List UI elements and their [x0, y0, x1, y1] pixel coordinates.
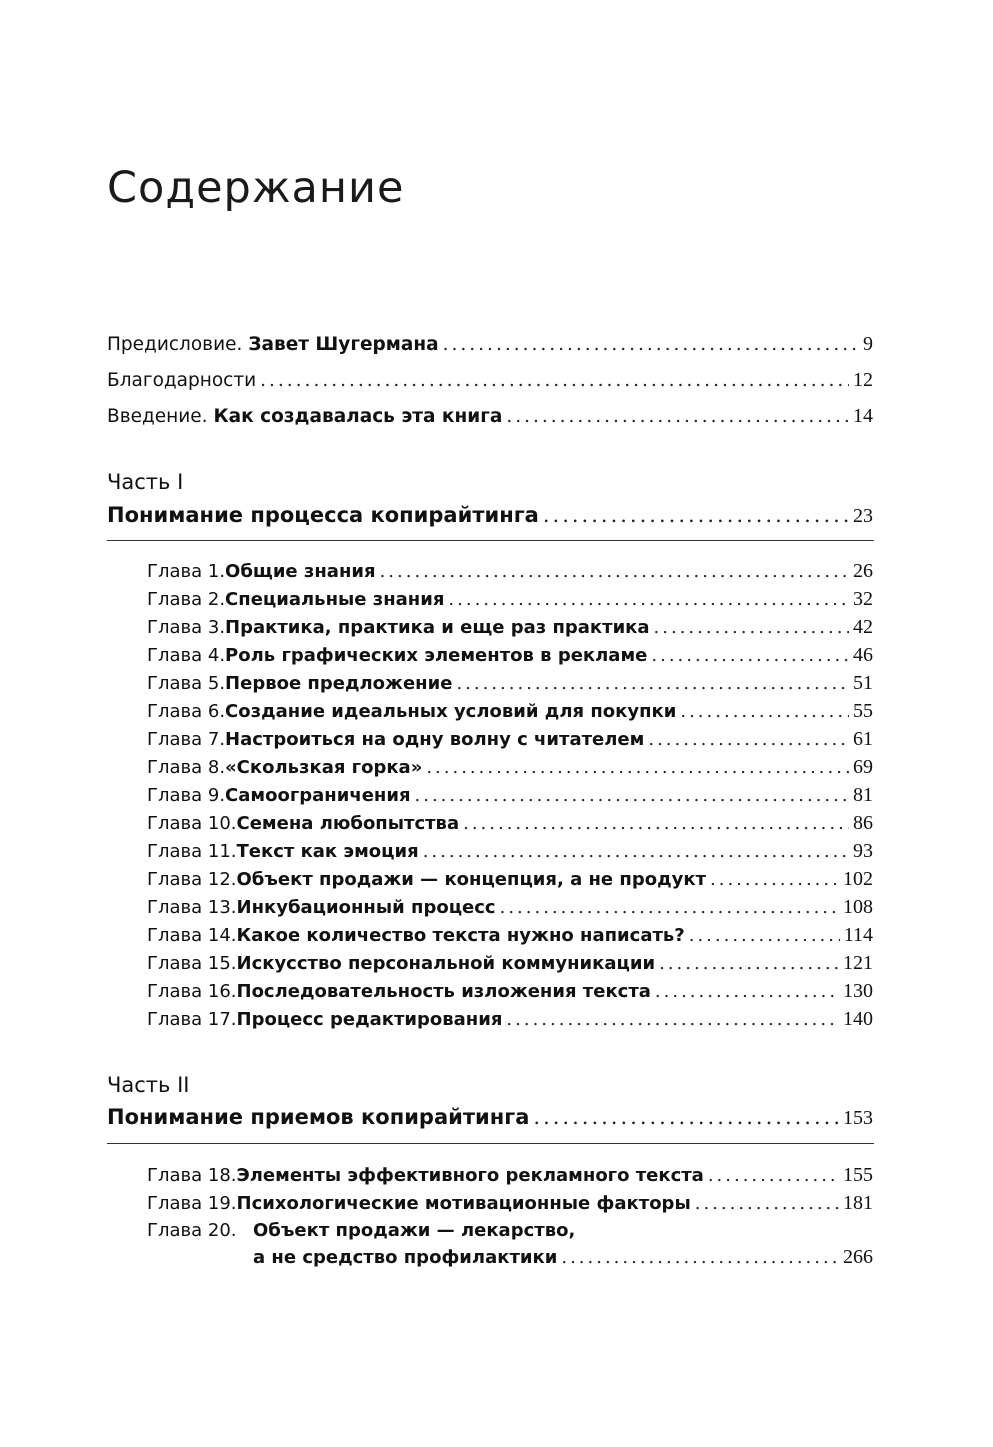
chapter-title: Процесс редактирования: [236, 1009, 503, 1030]
entry-prefix: Предисловие.: [107, 334, 243, 355]
dot-leader: [448, 589, 849, 610]
toc-chapter-continuation: [253, 1246, 873, 1272]
chapter-label: Глава 20.: [147, 1220, 237, 1241]
chapter-title: Объект продажи — лекарство,: [253, 1220, 576, 1241]
chapter-label: Глава 11.: [147, 841, 237, 862]
part-label: Часть I: [107, 470, 184, 494]
page-number: 61: [853, 728, 873, 750]
dot-leader: [533, 1105, 839, 1129]
toc-chapter: [147, 1192, 873, 1218]
part-title-row: [107, 503, 873, 533]
page-title: Содержание: [107, 163, 405, 213]
dot-leader: [500, 897, 839, 918]
toc-chapter: [147, 700, 873, 726]
chapter-title: Искусство персональной коммуникации: [236, 953, 656, 974]
chapter-label: Глава 2.: [147, 589, 226, 610]
toc-chapter: [147, 616, 873, 642]
dot-leader: [689, 925, 840, 946]
page-number: 42: [853, 616, 873, 638]
chapter-label: Глава 4.: [147, 645, 226, 666]
chapter-title: Создание идеальных условий для покупки: [225, 701, 677, 722]
page-number: 121: [843, 952, 873, 974]
chapter-label: Глава 9.: [147, 785, 226, 806]
chapter-title: Самоограничения: [225, 785, 411, 806]
dot-leader: [648, 729, 849, 750]
toc-chapter: [147, 896, 873, 922]
toc-entry-introduction: [107, 405, 873, 431]
dot-leader: [443, 334, 859, 355]
dot-leader: [659, 953, 839, 974]
chapter-label: Глава 10.: [147, 813, 237, 834]
toc-chapter: [147, 756, 873, 782]
toc-chapter: [147, 812, 873, 838]
dot-leader: [463, 813, 849, 834]
chapter-label: Глава 19.: [147, 1193, 237, 1214]
chapter-label: Глава 7.: [147, 729, 226, 750]
toc-chapter: [147, 1008, 873, 1034]
chapter-title: Роль графических элементов в рекламе: [225, 645, 648, 666]
page-number: 181: [843, 1192, 873, 1214]
dot-leader: [561, 1247, 839, 1268]
page-number: 140: [843, 1008, 873, 1030]
dot-leader: [655, 981, 839, 1002]
chapter-title: Практика, практика и еще раз практика: [225, 617, 650, 638]
toc-chapter: [147, 588, 873, 614]
toc-chapter: [147, 644, 873, 670]
chapter-label: Глава 8.: [147, 757, 226, 778]
toc-chapter: [147, 924, 873, 950]
dot-leader: [710, 869, 839, 890]
page-number: 93: [853, 840, 873, 862]
chapter-title: Специальные знания: [225, 589, 445, 610]
page-number: 155: [843, 1164, 873, 1186]
chapter-title: Какое количество текста нужно написать?: [236, 925, 685, 946]
entry-prefix: Введение.: [107, 406, 208, 427]
page-number: 23: [853, 505, 873, 527]
chapter-title: Общие знания: [225, 561, 376, 582]
dot-leader: [506, 1009, 839, 1030]
page-number: 32: [853, 588, 873, 610]
page-number: 14: [853, 405, 873, 427]
toc-chapter: [147, 980, 873, 1006]
toc-chapter: [147, 840, 873, 866]
dot-leader: [426, 757, 849, 778]
chapter-label: Глава 5.: [147, 673, 226, 694]
page-number: 102: [843, 868, 873, 890]
toc-chapter: [147, 672, 873, 698]
dot-leader: [651, 645, 849, 666]
chapter-title: Первое предложение: [225, 673, 453, 694]
page-number: 153: [843, 1107, 873, 1129]
dot-leader: [506, 406, 849, 427]
page-number: 46: [853, 644, 873, 666]
chapter-title: Настроиться на одну волну с читателем: [225, 729, 645, 750]
dot-leader: [260, 370, 849, 391]
dot-leader: [456, 673, 849, 694]
dot-leader: [708, 1165, 839, 1186]
dot-leader: [543, 503, 849, 527]
chapter-title: Объект продажи — концепция, а не продукт: [236, 869, 707, 890]
chapter-label: Глава 17.: [147, 1009, 237, 1030]
chapter-label: Глава 16.: [147, 981, 237, 1002]
dot-leader: [423, 841, 849, 862]
chapter-label: Глава 18.: [147, 1165, 237, 1186]
section-divider: [107, 540, 874, 541]
toc-entry-foreword: [107, 333, 873, 359]
page-number: 86: [853, 812, 873, 834]
toc-entry-acknowledgements: [107, 369, 873, 395]
chapter-label: Глава 13.: [147, 897, 237, 918]
part-title: Понимание приемов копирайтинга: [107, 1105, 530, 1129]
chapter-title: Последовательность изложения текста: [236, 981, 651, 1002]
chapter-title: Инкубационный процесс: [236, 897, 496, 918]
page-number: 130: [843, 980, 873, 1002]
section-divider: [107, 1143, 874, 1144]
chapter-label: Глава 12.: [147, 869, 237, 890]
chapter-title: Семена любопытства: [236, 813, 460, 834]
chapter-title: Психологические мотивационные факторы: [236, 1193, 691, 1214]
toc-chapter: [147, 868, 873, 894]
dot-leader: [680, 701, 849, 722]
dot-leader: [380, 561, 849, 582]
page-number: 266: [843, 1246, 873, 1268]
page-number: 26: [853, 560, 873, 582]
toc-chapter: [147, 1220, 873, 1246]
chapter-title: Элементы эффективного рекламного текста: [236, 1165, 704, 1186]
toc-chapter: [147, 1164, 873, 1190]
chapter-title: «Скользкая горка»: [225, 757, 423, 778]
chapter-title-line2: а не средство профилактики: [253, 1247, 558, 1268]
page-number: 108: [843, 896, 873, 918]
toc-chapter: [147, 728, 873, 754]
chapter-label: Глава 14.: [147, 925, 237, 946]
entry-title: Как создавалась эта книга: [213, 406, 503, 427]
page-number: 12: [853, 369, 873, 391]
page-number: 114: [843, 924, 873, 946]
page-number: 51: [853, 672, 873, 694]
dot-leader: [695, 1193, 839, 1214]
dot-leader: [654, 617, 849, 638]
toc-chapter: [147, 784, 873, 810]
toc-chapter: [147, 952, 873, 978]
chapter-label: Глава 6.: [147, 701, 226, 722]
entry-prefix: Благодарности: [107, 370, 257, 391]
page-number: 81: [853, 784, 873, 806]
page-number: 55: [853, 700, 873, 722]
part-label: Часть II: [107, 1073, 190, 1097]
chapter-title: Текст как эмоция: [236, 841, 419, 862]
chapter-label: Глава 1.: [147, 561, 226, 582]
part-title: Понимание процесса копирайтинга: [107, 503, 539, 527]
chapter-label: Глава 3.: [147, 617, 226, 638]
toc-chapter: [147, 560, 873, 586]
dot-leader: [415, 785, 849, 806]
page-number: 9: [863, 333, 873, 355]
part-title-row: [107, 1105, 873, 1135]
entry-title: Завет Шугермана: [248, 334, 439, 355]
page-number: 69: [853, 756, 873, 778]
chapter-label: Глава 15.: [147, 953, 237, 974]
